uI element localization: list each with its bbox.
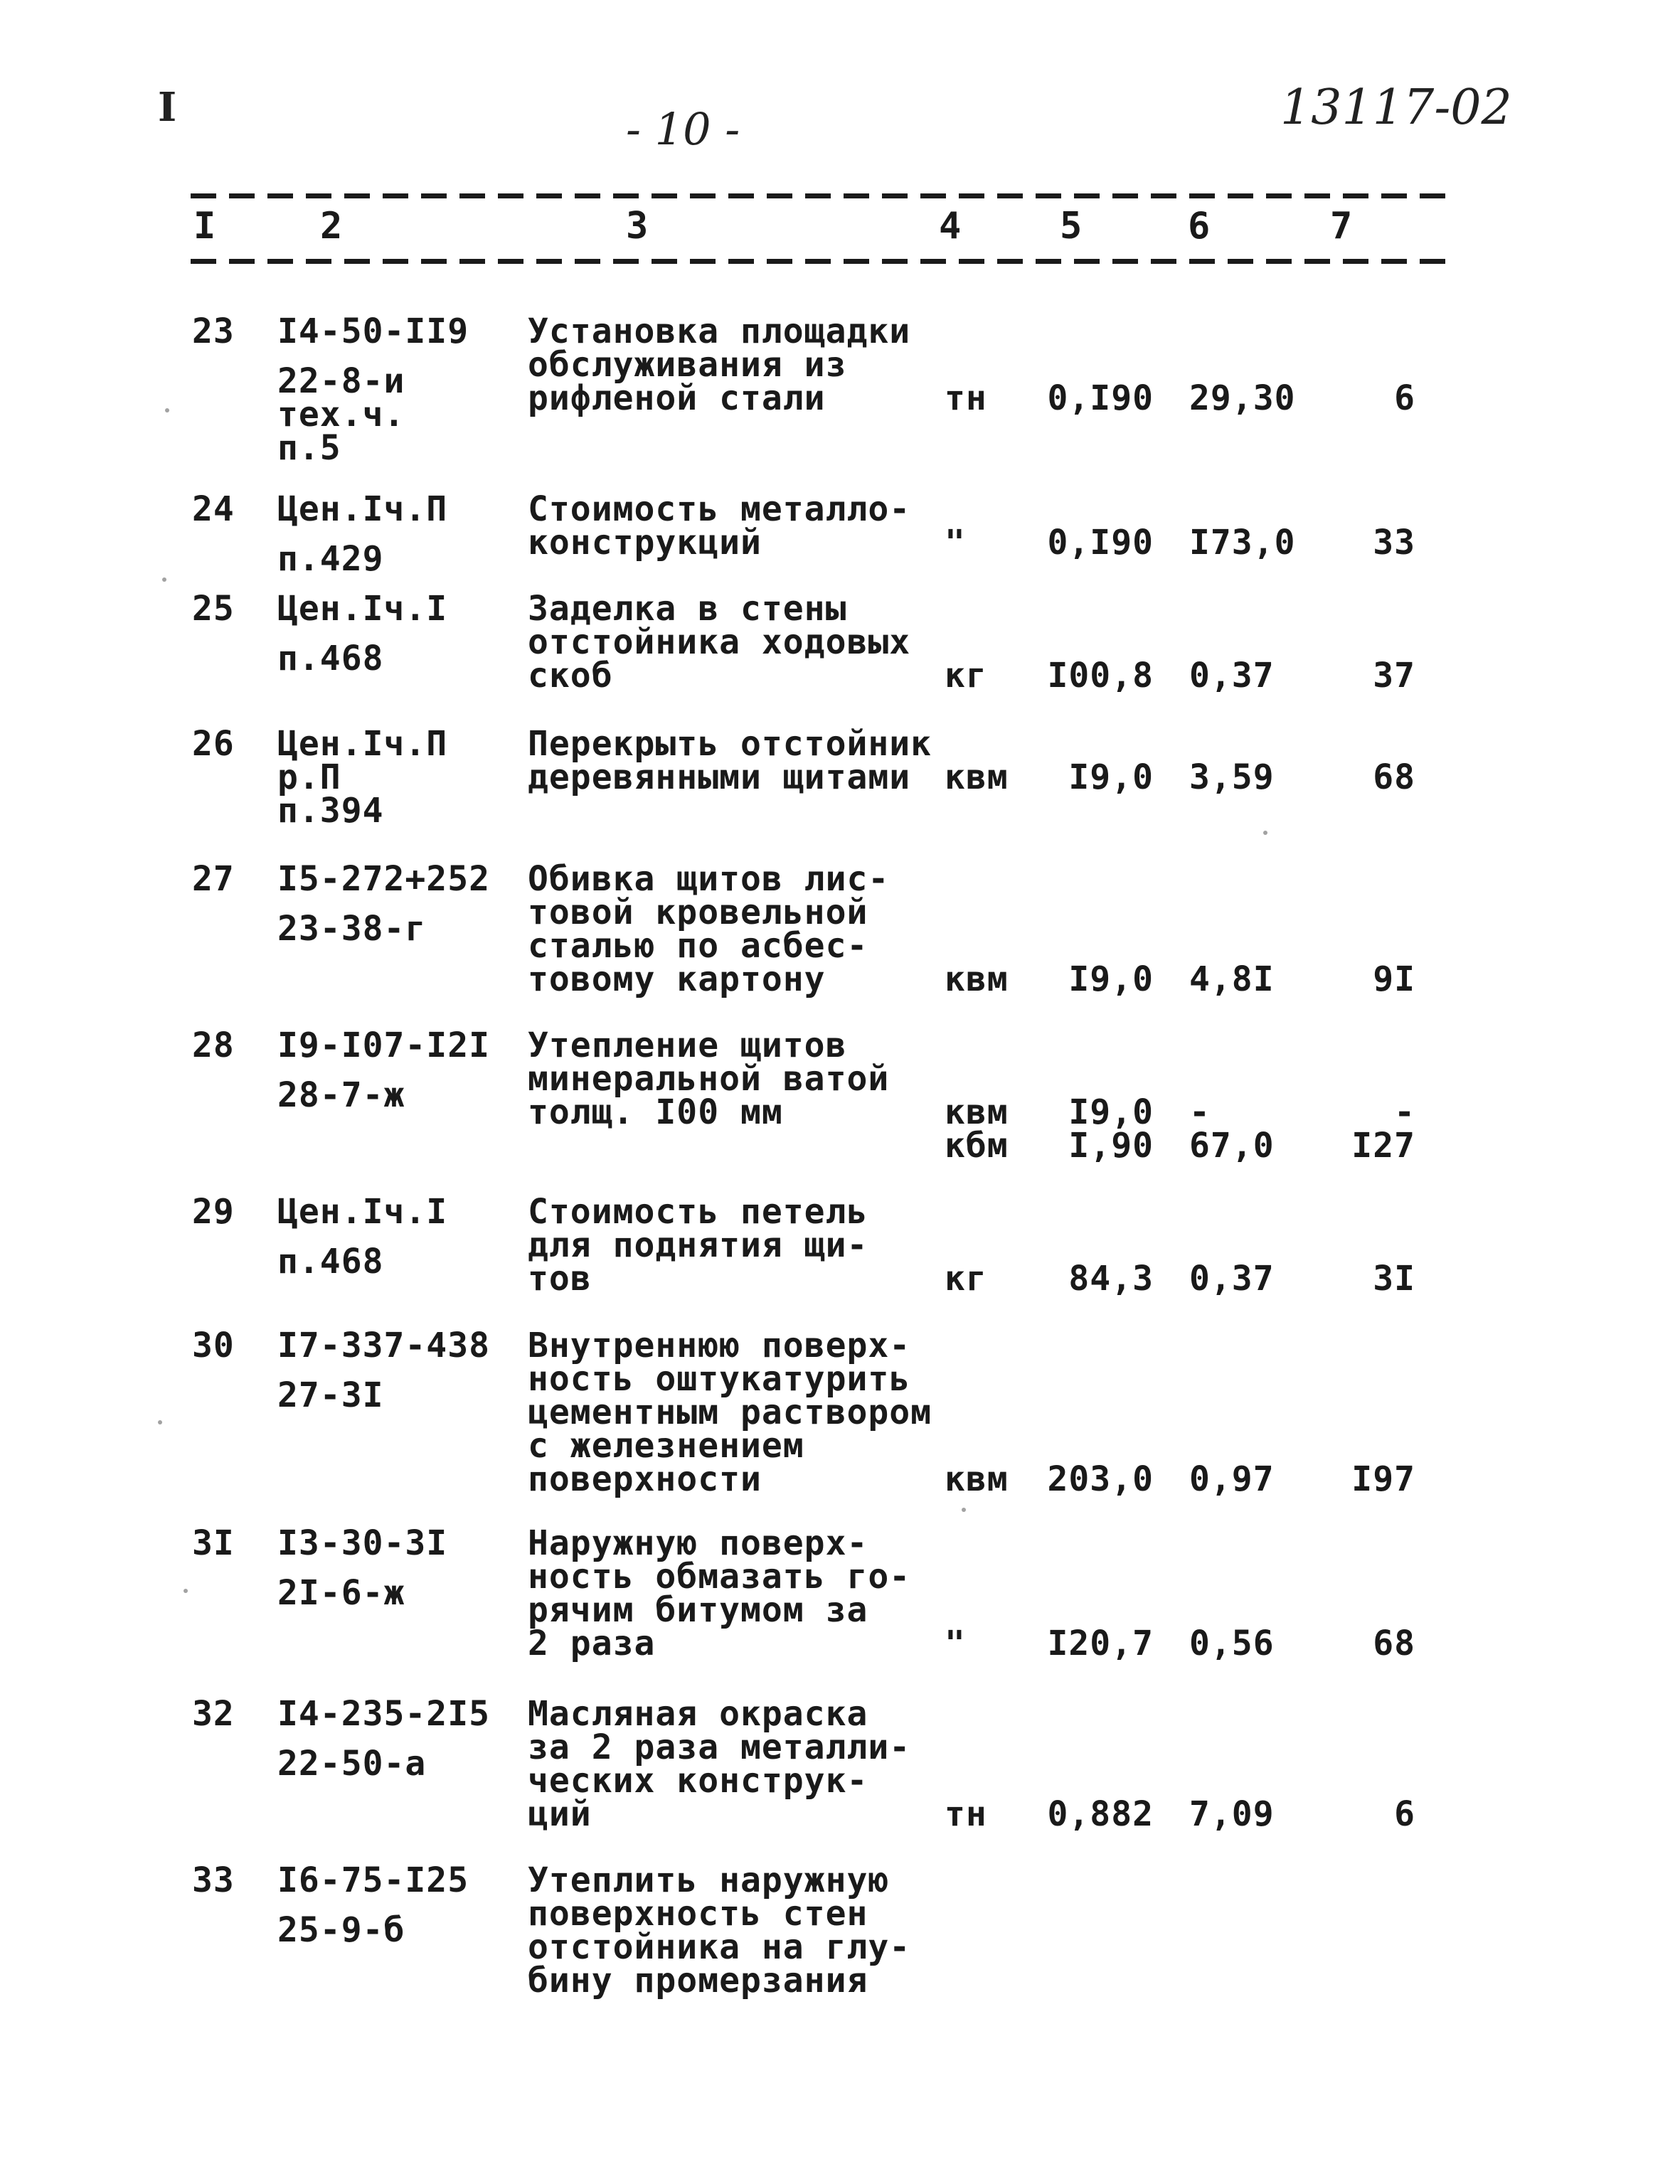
norm-code: 27-3I [277, 1375, 384, 1415]
work-description: Перекрыть отстойник [528, 724, 932, 764]
work-description: Стоимость петель [528, 1192, 868, 1232]
norm-code: Цен.Iч.I [277, 1192, 448, 1232]
norm-code: I5-272+252 [277, 859, 490, 899]
unit-price: 4,8I [1189, 959, 1275, 999]
work-description: Установка площадки [528, 311, 911, 351]
unit: " [945, 1624, 966, 1663]
row-number: 25 [192, 589, 235, 629]
total-cost: I97 [1351, 1459, 1415, 1499]
work-description: Стоимость металло- [528, 489, 911, 529]
column-header-5: 5 [1060, 205, 1083, 247]
work-description: поверхности [528, 1459, 762, 1499]
document-code: 13117-02 [1280, 80, 1512, 136]
norm-code: I4-50-II9 [277, 311, 469, 351]
row-number: 23 [192, 311, 235, 351]
row-number: 30 [192, 1326, 235, 1365]
work-description: Обивка щитов лис- [528, 859, 890, 899]
total-cost: I27 [1351, 1126, 1415, 1166]
work-description: тов [528, 1259, 592, 1299]
page-number: - 10 - [626, 103, 740, 155]
work-description: цементным раствором [528, 1392, 932, 1432]
row-number: 27 [192, 859, 235, 899]
unit: кг [945, 656, 987, 696]
work-description: отстойника на глу- [528, 1927, 911, 1967]
unit-price: I73,0 [1189, 523, 1296, 563]
margin-mark: I [158, 84, 177, 131]
work-description: скоб [528, 656, 613, 696]
norm-code: I6-75-I25 [277, 1860, 469, 1900]
work-description: рячим битумом за [528, 1590, 868, 1630]
row-number: 32 [192, 1694, 235, 1734]
work-description: бину промерзания [528, 1961, 868, 2001]
unit-price: 0,37 [1189, 656, 1275, 696]
work-description: рифленой стали [528, 378, 826, 418]
unit: квм [945, 1092, 1009, 1132]
total-cost: 9I [1373, 959, 1415, 999]
row-number: 33 [192, 1860, 235, 1900]
norm-code: 22-50-а [277, 1744, 427, 1784]
quantity: 0,882 [1047, 1794, 1154, 1834]
norm-code: I4-235-2I5 [277, 1694, 490, 1734]
work-description: товому картону [528, 959, 826, 999]
work-description: деревянными щитами [528, 757, 911, 797]
scan-speck [165, 408, 169, 412]
unit-price: 3,59 [1189, 757, 1275, 797]
total-cost: 3I [1373, 1259, 1415, 1299]
unit: кг [945, 1259, 987, 1299]
row-number: 24 [192, 489, 235, 529]
unit-price: 0,56 [1189, 1624, 1275, 1663]
work-description: Наружную поверх- [528, 1523, 868, 1563]
unit: квм [945, 1459, 1009, 1499]
unit-price: 7,09 [1189, 1794, 1275, 1834]
unit-price: 0,97 [1189, 1459, 1275, 1499]
column-header-7: 7 [1330, 205, 1353, 247]
quantity: I9,0 [1068, 959, 1154, 999]
unit: кбм [945, 1126, 1009, 1166]
norm-code: п.429 [277, 539, 384, 579]
work-description: ность обмазать го- [528, 1557, 911, 1597]
norm-code: Цен.Iч.П [277, 489, 448, 529]
unit: тн [945, 1794, 987, 1834]
work-description: ность оштукатурить [528, 1359, 911, 1399]
work-description: Утеплить наружную [528, 1860, 890, 1900]
quantity: I,90 [1068, 1126, 1154, 1166]
work-description: конструкций [528, 523, 762, 563]
total-cost: 37 [1373, 656, 1415, 696]
row-number: 28 [192, 1026, 235, 1065]
norm-code: I9-I07-I2I [277, 1026, 490, 1065]
work-description: отстойника ходовых [528, 622, 911, 662]
work-description: поверхность стен [528, 1894, 868, 1934]
work-description: обслуживания из [528, 345, 847, 385]
unit: квм [945, 959, 1009, 999]
work-description: толщ. I00 мм [528, 1092, 783, 1132]
norm-code: 23-38-г [277, 909, 427, 949]
column-header-1: I [193, 205, 216, 247]
work-description: Масляная окраска [528, 1694, 868, 1734]
norm-code: п.468 [277, 1242, 384, 1282]
quantity: I9,0 [1068, 1092, 1154, 1132]
header-rule-bottom [191, 259, 1450, 264]
work-description: ческих конструк- [528, 1761, 868, 1801]
norm-code: Цен.Iч.I [277, 589, 448, 629]
column-header-6: 6 [1188, 205, 1211, 247]
column-header-2: 2 [320, 205, 343, 247]
work-description: товой кровельной [528, 893, 868, 932]
quantity: I00,8 [1047, 656, 1154, 696]
unit-price: 0,37 [1189, 1259, 1275, 1299]
norm-code: 25-9-б [277, 1910, 405, 1950]
unit: " [945, 523, 966, 563]
total-cost: - [1394, 1092, 1415, 1132]
column-header-4: 4 [939, 205, 962, 247]
work-description: за 2 раза металли- [528, 1727, 911, 1767]
total-cost: 6 [1394, 1794, 1415, 1834]
total-cost: 68 [1373, 1624, 1415, 1663]
row-number: 3I [192, 1523, 235, 1563]
scan-speck [158, 1420, 162, 1424]
row-number: 26 [192, 724, 235, 764]
work-description: минеральной ватой [528, 1059, 890, 1099]
scan-speck [1263, 831, 1267, 835]
column-header-3: 3 [626, 205, 649, 247]
total-cost: 33 [1373, 523, 1415, 563]
total-cost: 6 [1394, 378, 1415, 418]
scan-speck [962, 1508, 966, 1512]
unit-price: 67,0 [1189, 1126, 1275, 1166]
scan-speck [162, 577, 166, 582]
norm-code: I3-30-3I [277, 1523, 448, 1563]
row-number: 29 [192, 1192, 235, 1232]
work-description: сталью по асбес- [528, 926, 868, 966]
quantity: I20,7 [1047, 1624, 1154, 1663]
norm-code: тех.ч. [277, 395, 405, 435]
work-description: 2 раза [528, 1624, 656, 1663]
norm-code: 22-8-и [277, 361, 405, 401]
work-description: ций [528, 1794, 592, 1834]
norm-code: п.468 [277, 639, 384, 678]
quantity: 0,I90 [1047, 523, 1154, 563]
work-description: для поднятия щи- [528, 1225, 868, 1265]
quantity: 203,0 [1047, 1459, 1154, 1499]
quantity: 84,3 [1068, 1259, 1154, 1299]
unit-price: 29,30 [1189, 378, 1296, 418]
norm-code: п.394 [277, 791, 384, 831]
unit: тн [945, 378, 987, 418]
norm-code: Цен.Iч.П [277, 724, 448, 764]
quantity: 0,I90 [1047, 378, 1154, 418]
scan-speck [184, 1589, 188, 1593]
unit: квм [945, 757, 1009, 797]
total-cost: 68 [1373, 757, 1415, 797]
norm-code: I7-337-438 [277, 1326, 490, 1365]
work-description: Утепление щитов [528, 1026, 847, 1065]
norm-code: п.5 [277, 428, 341, 468]
work-description: с железнением [528, 1426, 804, 1466]
norm-code: 2I-6-ж [277, 1573, 405, 1613]
unit-price: - [1189, 1092, 1211, 1132]
work-description: Внутреннюю поверх- [528, 1326, 911, 1365]
work-description: Заделка в стены [528, 589, 847, 629]
header-rule-top [191, 193, 1450, 198]
quantity: I9,0 [1068, 757, 1154, 797]
norm-code: 28-7-ж [277, 1075, 405, 1115]
norm-code: р.П [277, 757, 341, 797]
